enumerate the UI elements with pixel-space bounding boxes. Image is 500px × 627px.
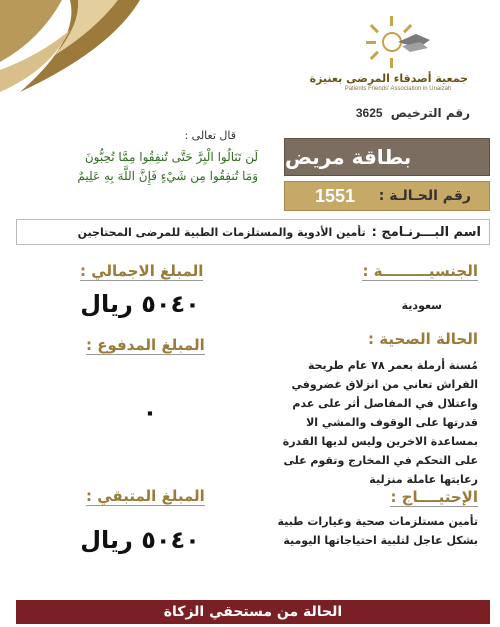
verse-line: لَن تَنَالُوا الْبِرَّ حَتَّى تُنفِقُوا مِمَّا تُحِبُّونَ xyxy=(84,150,258,164)
need-line: تأمين مستلزمات صحية وغيارات طبية xyxy=(277,515,478,528)
program-label: اسم البـــرنـامج : xyxy=(371,224,481,240)
health-line: بمساعدة الاخرين وليس لديها القدرة xyxy=(282,435,478,448)
license-label: رقم الترخيص xyxy=(390,106,470,120)
health-line: قدرتها على الوقوف والمشي الا xyxy=(306,416,478,429)
total-amount-label: المبلغ الاجمالي : xyxy=(80,262,204,280)
corner-decoration-icon xyxy=(0,0,140,95)
need-heading: الإحتيــــاج : xyxy=(390,488,478,506)
remaining-amount-label: المبلغ المتبقي : xyxy=(86,487,205,505)
handshake-sun-logo-icon xyxy=(358,12,438,70)
quran-verse xyxy=(18,148,258,186)
health-line: واعتلال في المفاصل أثر على عدم xyxy=(292,397,478,410)
total-amount-value: ٥٠٤٠ ريال xyxy=(80,290,200,318)
license-value: 3625 xyxy=(355,106,383,120)
need-description xyxy=(248,512,478,550)
nationality-value: سعودية xyxy=(401,299,442,312)
logo-english-name: Patients Friends' Association in Unaizah xyxy=(344,86,452,92)
remaining-amount-value: ٥٠٤٠ ريال xyxy=(80,526,200,554)
zakat-eligible-banner: الحالة من مستحقي الزكاة xyxy=(16,600,490,624)
case-number-value: 1551 xyxy=(315,185,356,206)
health-line: الفراش تعاني من انزلاق غضروفي xyxy=(291,378,478,391)
logo-arabic-name: جمعية أصدقاء المرضى بعنيزة xyxy=(309,72,468,85)
health-line: على التحكم في المخارج وتقوم على xyxy=(283,454,478,467)
verse-line: وَمَا تُنفِقُوا مِن شَيْءٍ فَإِنَّ اللَّهَ بِهِ عَلِيمٌ xyxy=(77,169,258,183)
nationality-heading: الجنسيـــــــــة : xyxy=(362,262,478,280)
program-row xyxy=(16,219,490,245)
case-number-bar xyxy=(284,181,490,211)
paid-amount-label: المبلغ المدفوع : xyxy=(86,336,205,354)
verse-intro: قال تعالى : xyxy=(184,129,236,142)
health-heading: الحالة الصحية : xyxy=(368,330,478,348)
license-number xyxy=(356,106,470,120)
need-line: بشكل عاجل لتلبية احتياجاتها اليومية xyxy=(283,534,478,547)
program-value: تأمين الأدوية والمستلزمات الطبية للمرضى المحتاجين xyxy=(77,225,366,239)
case-number-label: رقم الحـالـة : xyxy=(378,188,471,204)
health-line: رعايتها عاملة منزلية xyxy=(369,473,478,486)
paid-amount-value: ٠ xyxy=(142,398,158,426)
health-line: مُسنة أرملة بعمر ٧٨ عام طريحة xyxy=(307,359,478,372)
card-title: بطاقة مريض xyxy=(284,138,490,176)
health-description xyxy=(268,356,478,489)
association-logo xyxy=(309,12,468,92)
